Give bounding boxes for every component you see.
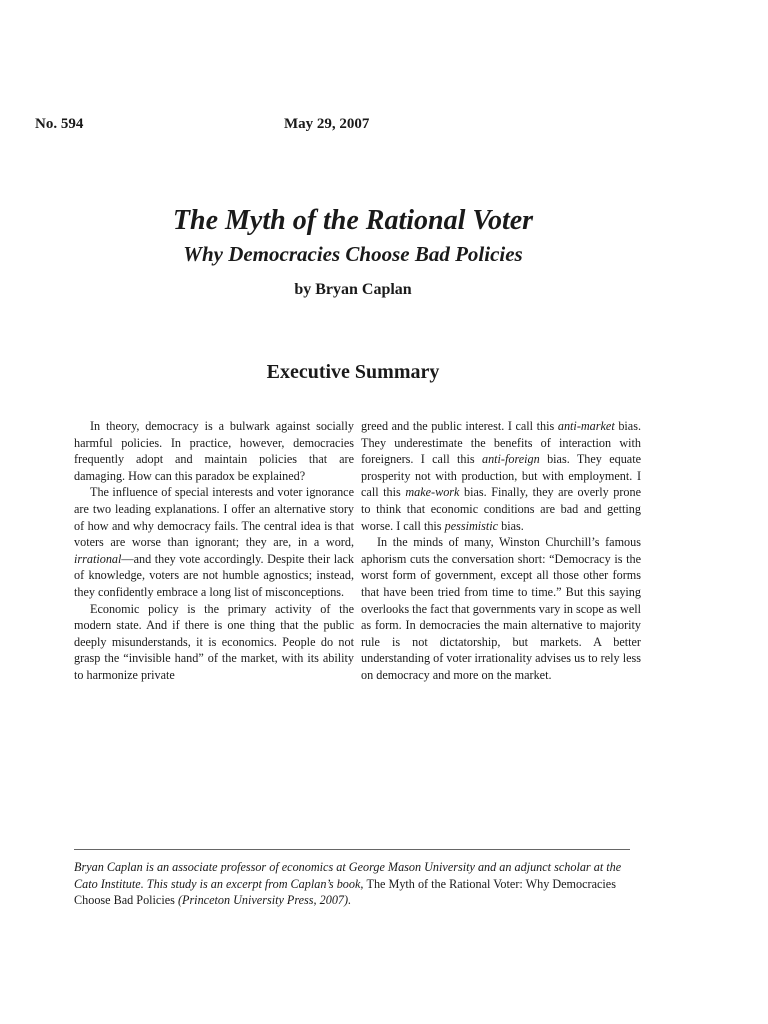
text-run: Bryan Caplan is an associate professor of economics at George Mason University and an adjunct scholar at the Cato Institute. This study is an excerpt from Caplan’s book, bbox=[74, 860, 622, 891]
left-column bbox=[74, 418, 354, 684]
text-run: bias. They equate prosperity not with production, but with employment. I call this bbox=[361, 452, 641, 500]
section-heading: Executive Summary bbox=[266, 361, 440, 383]
paragraph: Economic policy is the primary activity of the modern state. And if there is one thing that the public deeply misunderstands, it is economics. People do not grasp the “invisible hand” of the market, with its ability to harmonize private bbox=[74, 601, 354, 682]
right-column bbox=[361, 418, 641, 684]
emphasis: anti-market bbox=[557, 419, 615, 433]
paragraph bbox=[361, 418, 641, 534]
text-run: greed and the public interest. I call this bbox=[361, 419, 558, 433]
issue-number: No. 594 bbox=[35, 116, 84, 132]
emphasis: make-work bbox=[405, 485, 460, 500]
document-title: The Myth of the Rational Voter bbox=[172, 205, 534, 236]
emphasis: irrational bbox=[74, 551, 122, 566]
author-footnote bbox=[74, 859, 632, 909]
footnote-divider bbox=[74, 849, 630, 850]
text-run: The influence of special interests and voter ignorance are two leading explanations. I offer an alternative story of how and why democracy fails. The central idea is that voters are worse than ignorant; they are, in a word, bbox=[74, 485, 354, 550]
text-run: bias. bbox=[498, 518, 524, 533]
paragraph: In theory, democracy is a bulwark against socially harmful policies. In practice, however, democracies frequently adopt and maintain policies that are damaging. How can this paradox be explained? bbox=[74, 419, 354, 483]
paragraph bbox=[74, 484, 354, 600]
author-byline: by Bryan Caplan bbox=[294, 281, 412, 298]
paragraph: In the minds of many, Winston Churchill’s famous aphorism cuts the conversation short: “Democracy is the worst form of government, except all those other forms that have been tried from time to time.” But this saying overlooks the fact that governments vary in scope as well as form. In democracies the main alternative to majority rule is not dictatorship, but markets. A better understanding of voter irrationality advises us to rely less on democracy and more on the market. bbox=[361, 535, 641, 682]
text-run: (Princeton University Press, 2007). bbox=[174, 893, 352, 907]
emphasis: anti-foreign bbox=[481, 452, 540, 467]
book-title: The Myth of the Rational Voter: Why Democracies Choose Bad Policies bbox=[74, 876, 616, 907]
text-run: bias. They underestimate the benefits of interaction with foreigners. I call this bbox=[361, 419, 641, 467]
text-run: bias. Finally, they are overly prone to think that economic conditions are bad and getting worse. I call this bbox=[361, 485, 641, 533]
emphasis: pessimistic bbox=[444, 518, 499, 533]
issue-date: May 29, 2007 bbox=[284, 116, 370, 132]
text-run: —and they vote accordingly. Despite their lack of knowledge, voters are not humble agnostics; instead, they confidently embrace a long list of misconceptions. bbox=[74, 551, 354, 599]
document-subtitle: Why Democracies Choose Bad Policies bbox=[183, 242, 523, 266]
